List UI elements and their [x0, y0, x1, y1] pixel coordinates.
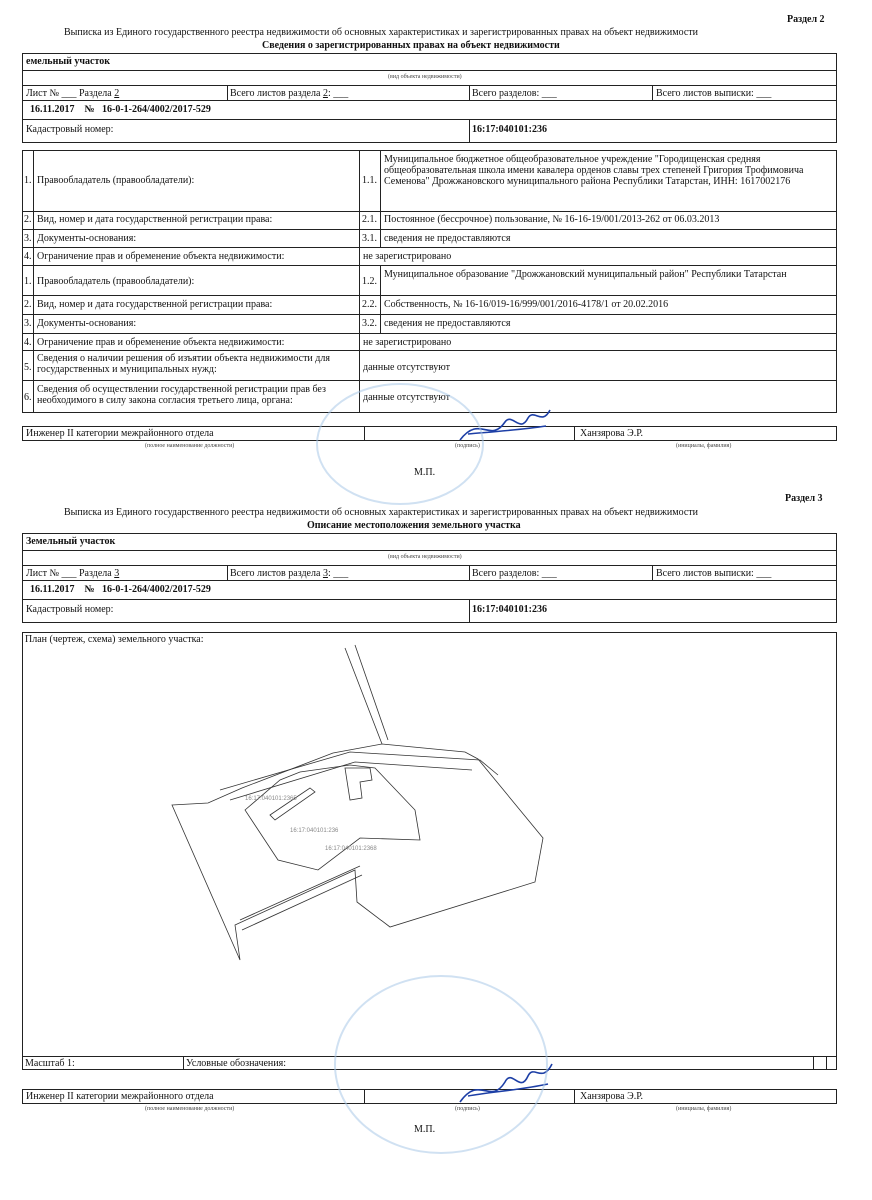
- row3-n: 3.: [24, 233, 32, 244]
- section3-object-type: Земельный участок: [26, 536, 116, 547]
- section2-stamp-icon: [316, 383, 484, 505]
- row4-value: не зарегистрировано: [363, 251, 452, 262]
- row4-label: Ограничение прав и обременение объекта недвижимости:: [37, 251, 285, 262]
- road-strip-north: [345, 645, 388, 744]
- section3-signer-position: Инженер II категории межрайонного отдела: [26, 1091, 214, 1102]
- section3-caption-initials: (инициалы, фамилия): [676, 1106, 732, 1112]
- section3-total-sheets-section: Всего листов раздела 3: ___: [230, 568, 349, 579]
- road-strip-east: [220, 752, 498, 800]
- row7-label: Документы-основания:: [37, 318, 137, 329]
- section3-date-number: 16.11.2017 № 16-0-1-264/4002/2017-529: [30, 584, 211, 595]
- section2-caption-position: (полное наименование должности): [145, 443, 235, 449]
- row8-n: 4.: [24, 337, 32, 348]
- row5-n: 1.: [24, 276, 32, 287]
- row9-n: 5.: [24, 362, 32, 373]
- section2-signer-position: Инженер II категории межрайонного отдела: [26, 428, 214, 439]
- section2-razdel: Раздел 2: [787, 14, 825, 25]
- section3-total-extract-sheets: Всего листов выписки: ___: [656, 568, 772, 579]
- row7-n: 3.: [24, 318, 32, 329]
- row6-label: Вид, номер и дата государственной регистрации права:: [37, 299, 273, 310]
- row10-value: данные отсутствуют: [363, 392, 450, 403]
- row9-label: Сведения о наличии решения об изъятии объекта недвижимости для государственных и муниципальных нужд:: [37, 353, 330, 375]
- row3-value: сведения не предоставляются: [384, 233, 511, 244]
- section3-caption-position: (полное наименование должности): [145, 1106, 235, 1112]
- plan-label-2: 16:17:040101:236: [290, 828, 339, 834]
- section2-seal-label: М.П.: [414, 467, 436, 478]
- building-icon: [345, 768, 372, 800]
- row5-sub: 1.2.: [362, 276, 377, 287]
- section3-razdel: Раздел 3: [785, 493, 823, 504]
- plan-label-1: 16:17:040101:2365: [245, 796, 297, 802]
- section3-seal-label: М.П.: [414, 1124, 436, 1135]
- row6-sub: 2.2.: [362, 299, 377, 310]
- row8-label: Ограничение прав и обременение объекта недвижимости:: [37, 337, 285, 348]
- section3-cadastral-value: 16:17:040101:236: [472, 604, 547, 615]
- row3-sub: 3.1.: [362, 233, 377, 244]
- section2-cadastral-label: Кадастровый номер:: [26, 124, 114, 135]
- row2-value: Постоянное (бессрочное) пользование, № 16-16-19/001/2013-262 от 06.03.2013: [384, 214, 720, 225]
- row3-label: Документы-основания:: [37, 233, 137, 244]
- section2-object-type: емельный участок: [26, 56, 111, 67]
- inner-parcel: [245, 765, 420, 870]
- row5-value: Муниципальное образование "Дрожжановский муниципальный район" Республики Татарстан: [384, 269, 787, 280]
- plan-label-3: 16:17:040101:2368: [325, 846, 377, 852]
- section2-caption-initials: (инициалы, фамилия): [676, 443, 732, 449]
- row2-n: 2.: [24, 214, 32, 225]
- section2-sheet-no: Лист № ___ Раздела 2: [26, 88, 120, 99]
- section2-object-type-caption: (вид объекта недвижимости): [388, 74, 462, 80]
- section3-plan-label: План (чертеж, схема) земельного участка:: [25, 634, 204, 645]
- section3-scale-label: Масштаб 1:: [25, 1058, 75, 1069]
- row5-label: Правообладатель (правообладатели):: [37, 276, 195, 287]
- row2-label: Вид, номер и дата государственной регистрации права:: [37, 214, 273, 225]
- row1-sub: 1.1.: [362, 175, 377, 186]
- section3-object-type-caption: (вид объекта недвижимости): [388, 554, 462, 560]
- section2-subtitle: Сведения о зарегистрированных правах на объект недвижимости: [262, 40, 560, 51]
- row1-n: 1.: [24, 175, 32, 186]
- section2-extract-title: Выписка из Единого государственного реестра недвижимости об основных характеристиках и зарегистрированных правах на объект недвижимости: [64, 27, 699, 38]
- row10-label: Сведения об осуществлении государственной регистрации прав без необходимого в силу закона согласия третьего лица, органа:: [37, 384, 326, 406]
- section2-date-number: 16.11.2017 № 16-0-1-264/4002/2017-529: [30, 104, 211, 115]
- parcel-outline: [172, 744, 543, 960]
- row9-value: данные отсутствуют: [363, 362, 450, 373]
- row7-sub: 3.2.: [362, 318, 377, 329]
- section3-extract-title: Выписка из Единого государственного реестра недвижимости об основных характеристиках и зарегистрированных правах на объект недвижимости: [64, 507, 699, 518]
- row6-value: Собственность, № 16-16/019-16/999/001/2016-4178/1 от 20.02.2016: [384, 299, 669, 310]
- section3-sheet-no: Лист № ___ Раздела 3: [26, 568, 120, 579]
- section3-total-sections: Всего разделов: ___: [472, 568, 557, 579]
- section2-caption-signature: (подпись): [455, 443, 480, 449]
- section3-caption-signature: (подпись): [455, 1106, 480, 1112]
- section3-legend-label: Условные обозначения:: [186, 1058, 287, 1069]
- row7-value: сведения не предоставляются: [384, 318, 511, 329]
- row1-value: Муниципальное бюджетное общеобразовательное учреждение "Городищенская средняя общеобразовательная школа имени кавалера орденов славы трех степеней Григория Трофимовича Семенова" Дрожжановского муниципального района Республики Татарстан, ИНН: 1617002176: [384, 154, 804, 187]
- section2-cadastral-value: 16:17:040101:236: [472, 124, 547, 135]
- row2-sub: 2.1.: [362, 214, 377, 225]
- section2-total-extract-sheets: Всего листов выписки: ___: [656, 88, 772, 99]
- row6-n: 2.: [24, 299, 32, 310]
- row4-n: 4.: [24, 251, 32, 262]
- row8-value: не зарегистрировано: [363, 337, 452, 348]
- plan-drawing: [150, 640, 570, 970]
- section3-subtitle: Описание местоположения земельного участка: [307, 520, 521, 531]
- row1-label: Правообладатель (правообладатели):: [37, 175, 195, 186]
- section3-cadastral-label: Кадастровый номер:: [26, 604, 114, 615]
- section2-total-sections: Всего разделов: ___: [472, 88, 557, 99]
- section2-signer-name: Ханзярова Э.Р.: [580, 428, 644, 439]
- section3-stamp-icon: [334, 975, 548, 1154]
- section2-total-sheets-section: Всего листов раздела 2: ___: [230, 88, 349, 99]
- structure-icon: [270, 788, 315, 820]
- row10-n: 6.: [24, 392, 32, 403]
- section3-signer-name: Ханзярова Э.Р.: [580, 1091, 644, 1102]
